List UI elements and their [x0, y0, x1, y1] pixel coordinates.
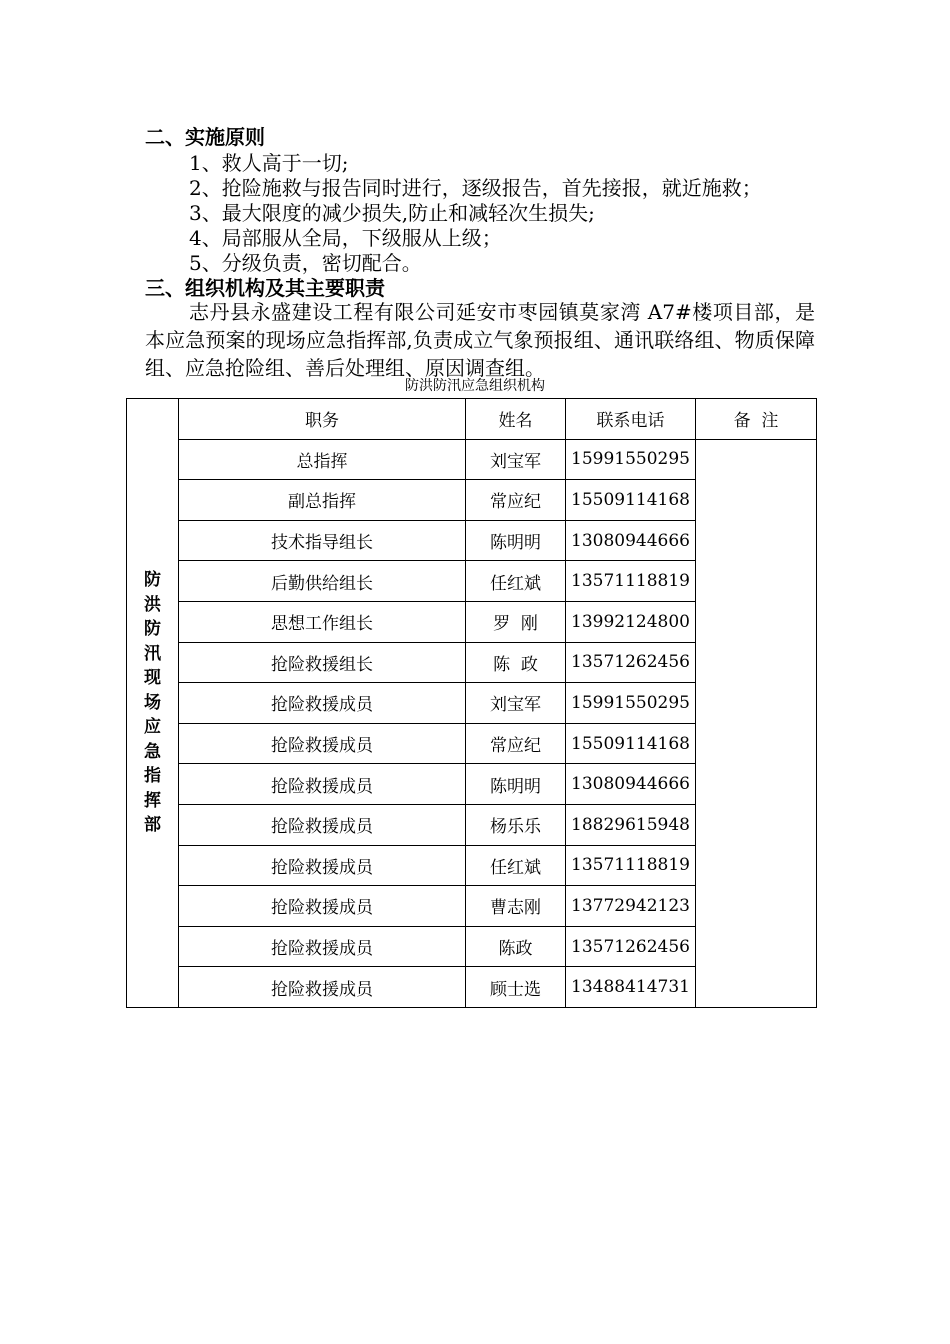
header-phone: 联系电话: [566, 399, 696, 440]
principle-item-2: 2、抢险施救与报告同时进行，逐级报告，首先接报，就近施救；: [189, 176, 762, 200]
role-cell: 副总指挥: [179, 480, 466, 521]
role-cell: 抢险救援成员: [179, 967, 466, 1008]
role-cell: 抢险救援成员: [179, 683, 466, 724]
section-2-heading: 二、实施原则: [145, 125, 265, 149]
phone-cell: 13080944666: [566, 520, 696, 561]
name-cell: 陈明明: [466, 764, 566, 805]
phone-cell: 13571118819: [566, 845, 696, 886]
table-header-row: [127, 399, 817, 440]
phone-cell: 15509114168: [566, 480, 696, 521]
role-cell: 抢险救援成员: [179, 845, 466, 886]
phone-cell: 15991550295: [566, 439, 696, 480]
side-label-cell: [127, 399, 179, 1008]
role-cell: 抢险救援成员: [179, 886, 466, 927]
name-cell: 任红斌: [466, 561, 566, 602]
organization-table: [126, 398, 817, 1008]
table-row: [127, 439, 817, 480]
header-role: 职务: [179, 399, 466, 440]
name-cell: 任红斌: [466, 845, 566, 886]
phone-cell: 13992124800: [566, 601, 696, 642]
table-caption: 防洪防汛应急组织机构: [405, 378, 545, 394]
name-cell: 陈政: [466, 926, 566, 967]
role-cell: 抢险救援成员: [179, 804, 466, 845]
phone-cell: 13772942123: [566, 886, 696, 927]
name-cell: 陈 政: [466, 642, 566, 683]
phone-cell: 13080944666: [566, 764, 696, 805]
header-name: 姓名: [466, 399, 566, 440]
section-3-heading: 三、组织机构及其主要职责: [145, 276, 385, 300]
principle-item-3: 3、最大限度的减少损失,防止和减轻次生损失;: [189, 201, 595, 225]
name-cell: 顾士选: [466, 967, 566, 1008]
name-cell: 刘宝军: [466, 439, 566, 480]
header-note: 备 注: [696, 399, 817, 440]
role-cell: 抢险救援组长: [179, 642, 466, 683]
role-cell: 抢险救援成员: [179, 926, 466, 967]
name-cell: 罗 刚: [466, 601, 566, 642]
principle-item-5: 5、分级负责，密切配合。: [189, 251, 422, 275]
phone-cell: 13571262456: [566, 642, 696, 683]
phone-cell: 15509114168: [566, 723, 696, 764]
principle-item-1: 1、救人高于一切;: [189, 151, 349, 175]
role-cell: 后勤供给组长: [179, 561, 466, 602]
role-cell: 抢险救援成员: [179, 723, 466, 764]
phone-cell: 13488414731: [566, 967, 696, 1008]
phone-cell: 13571118819: [566, 561, 696, 602]
principle-item-4: 4、局部服从全局，下级服从上级；: [189, 226, 502, 250]
name-cell: 刘宝军: [466, 683, 566, 724]
phone-cell: 18829615948: [566, 804, 696, 845]
organization-paragraph: 志丹县永盛建设工程有限公司延安市枣园镇莫家湾 A7#楼项目部，是本应急预案的现场应急指挥部,负责成立气象预报组、通讯联络组、物质保障组、应急抢险组、善后处理组、原因调查组。: [145, 300, 815, 380]
name-cell: 常应纪: [466, 723, 566, 764]
side-label: 防洪防汛现场应急指挥部: [144, 570, 161, 836]
note-cell: [696, 439, 817, 1007]
name-cell: 曹志刚: [466, 886, 566, 927]
role-cell: 抢险救援成员: [179, 764, 466, 805]
role-cell: 思想工作组长: [179, 601, 466, 642]
name-cell: 杨乐乐: [466, 804, 566, 845]
name-cell: 常应纪: [466, 480, 566, 521]
role-cell: 总指挥: [179, 439, 466, 480]
role-cell: 技术指导组长: [179, 520, 466, 561]
phone-cell: 13571262456: [566, 926, 696, 967]
name-cell: 陈明明: [466, 520, 566, 561]
phone-cell: 15991550295: [566, 683, 696, 724]
